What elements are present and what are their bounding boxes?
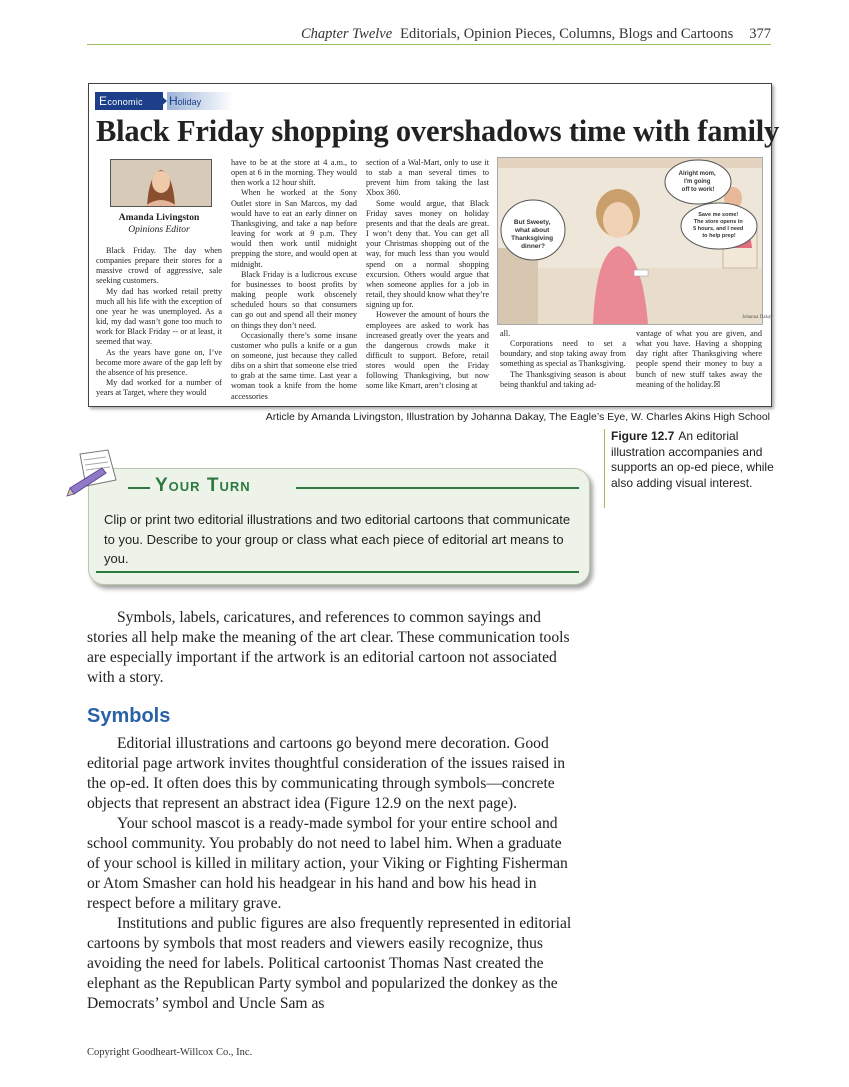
your-turn-text: Clip or print two editorial illustrations and two editorial cartoons that communicate to you. Describe to your group or class what each piece of editorial art means to you. [104, 512, 571, 566]
svg-text:But Sweety, what about: But Sweety, what about Thanksgiving dinner? [511, 219, 554, 250]
column-paragraph: My dad has worked retail pretty much all his life with the exception of one year he was unemployed. As a kid, my dad wasn’t gone too much to work for Black Friday -- or at least, it seemed that way. [96, 286, 222, 347]
column-paragraph: When he worked at the Sony Outlet store in San Marcos, my dad would have to eat an early dinner on Thanksgiving, and take a nap before leaving for work at 9 p.m. They would then work until midnight prepping the store, and would open at midnight. [231, 188, 357, 269]
byline-name: Amanda Livingston [118, 213, 200, 223]
section-tag [95, 92, 235, 110]
copyright-footer: Copyright Goodheart-Willcox Co., Inc. [87, 1047, 253, 1058]
column-paragraph: vantage of what you are given, and what you have. Having a shopping day right after Thanksgiving where people spend their money to buy a bunch of new stuff takes away the meaning of the holiday.☒ [636, 329, 762, 389]
article-column-4 [500, 329, 626, 390]
chapter-title: Editorials, Opinion Pieces, Columns, Blogs and Cartoons [400, 26, 734, 42]
svg-text:Alright mom, I'm going: Alright mom, I'm going off to work! [678, 171, 716, 193]
column-paragraph: section of a Wal-Mart, only to use it to stab a man several times to prevent him from taking the last Xbox 360. [366, 158, 489, 198]
column-paragraph: Black Friday. The day when companies prepare their stores for a massive crowd of aggressive, sale seeking customers. [96, 246, 222, 286]
author-photo [110, 159, 212, 207]
your-turn-rule-right [296, 487, 579, 489]
chapter-label: Chapter Twelve [301, 26, 393, 42]
intro-paragraph [87, 608, 577, 688]
column-paragraph: Black Friday is a ludicrous excuse for businesses to boost profits by making people work obscenely scheduled hours so that consumers can go out and spend all their money on things they don’t need. [231, 269, 357, 330]
article-column-5 [636, 329, 762, 390]
header-rule [87, 44, 771, 45]
illustration-signature: Johanna Dakay [742, 315, 773, 320]
editorial-illustration [497, 157, 773, 325]
figure-label: Figure 12.7 [611, 429, 675, 443]
body-paragraph: Editorial illustrations and cartoons go beyond mere decoration. Good editorial page artwork invites thoughtful consideration of the issues raised in the op-ed. It often does this by communicating through symbols—concrete objects that represent an abstract idea (Figure 12.9 on the next page). [87, 735, 566, 812]
portrait-image [111, 160, 211, 206]
byline-title: Opinions Editor [128, 225, 190, 235]
body-paragraph: Your school mascot is a ready-made symbol for your entire school and school community. You probably do not need to label him. When a graduate of your school is killed in military action, your Viking or Fighting Fisherman or Atom Smasher can hold his headgear in his hand and bow his head in respect before a military grave. [87, 815, 568, 912]
column-paragraph: Some would argue, that Black Friday saves money on holiday presents and that the deals are great. I won’t deny that. You can get all your Christmas shopping out of the way, for much less than you would spend on a normal shopping excursion. Others would argue that when someone applies for a job in retail, they should know what they’re signing up for. [366, 198, 489, 310]
your-turn-rule-bottom [96, 571, 579, 573]
tag-economic: Economic [95, 92, 163, 110]
article-headline: Black Friday shopping overshadows time with family [96, 114, 780, 148]
article-column-1 [96, 246, 222, 398]
page-number: 377 [749, 26, 771, 42]
column-paragraph: My dad worked for a number of years at Target, where they would [96, 378, 222, 398]
column-paragraph: The Thanksgiving season is about being thankful and taking ad- [500, 369, 626, 389]
running-header [0, 26, 771, 43]
section-heading: Symbols [87, 705, 171, 727]
body-paragraph: Symbols, labels, caricatures, and references to common sayings and stories all help make the meaning of the art clear. These communication tools are especially important if the artwork is an editorial cartoon not associated with a story. [87, 609, 570, 686]
your-turn-title: Your Turn [155, 475, 251, 496]
tag-holiday: Holiday [167, 92, 233, 110]
column-paragraph: Occasionally there’s some insane customer who pulls a knife or a gun on someone, just because they called dibs on a shirt that someone else tried to grab at the same time. Last year a woman took a knife from the home accessories [231, 330, 357, 401]
article-credit: Article by Amanda Livingston, Illustration by Johanna Dakay, The Eagle’s Eye, W. Charles Akins High School [265, 411, 770, 423]
body-paragraph: Institutions and public figures are also frequently represented in editorial cartoons by symbols that most readers and viewers easily recognize, thus avoiding the need for labels. Political cartoonist Thomas Nast created the elephant as the Republican Party symbol and popularized the donkey as the Democrats’ symbol and Uncle Sam as [87, 915, 572, 1012]
column-paragraph: all. [500, 329, 511, 338]
pen-paper-icon [66, 448, 132, 510]
column-paragraph: have to be at the store at 4 a.m., to open at 6 in the morning. They would then work a 12 hour shift. [231, 158, 357, 188]
figure-caption [604, 429, 774, 508]
article-column-3 [366, 158, 489, 392]
illustration-drawing [498, 158, 773, 324]
bubble-left-line: But Sweety, [513, 219, 551, 226]
symbols-section [87, 734, 577, 1014]
tag-arrow [157, 92, 167, 110]
article-column-2 [231, 158, 357, 402]
column-paragraph: As the years have gone on, I’ve become more aware of the gap left by the absence of his presence. [96, 347, 222, 377]
column-paragraph: However the amount of hours the employees are asked to work has increased greatly over the years and the dangerous crowds make it difficult to support. Before, retail stores would open the Friday following Thanksgiving, but now some like Kmart, aren’t closing at [366, 310, 489, 391]
column-paragraph: Corporations need to set a boundary, and stop taking away from something as special as Thanksgiving. [500, 339, 626, 369]
figure-caption-text: An editorial illustration accompanies and supports an op-ed piece, while also adding visual interest. [611, 429, 774, 490]
svg-text:Save me some! The store: Save me some! The store opens in 5 hours, and I need to help prep! [693, 212, 744, 239]
